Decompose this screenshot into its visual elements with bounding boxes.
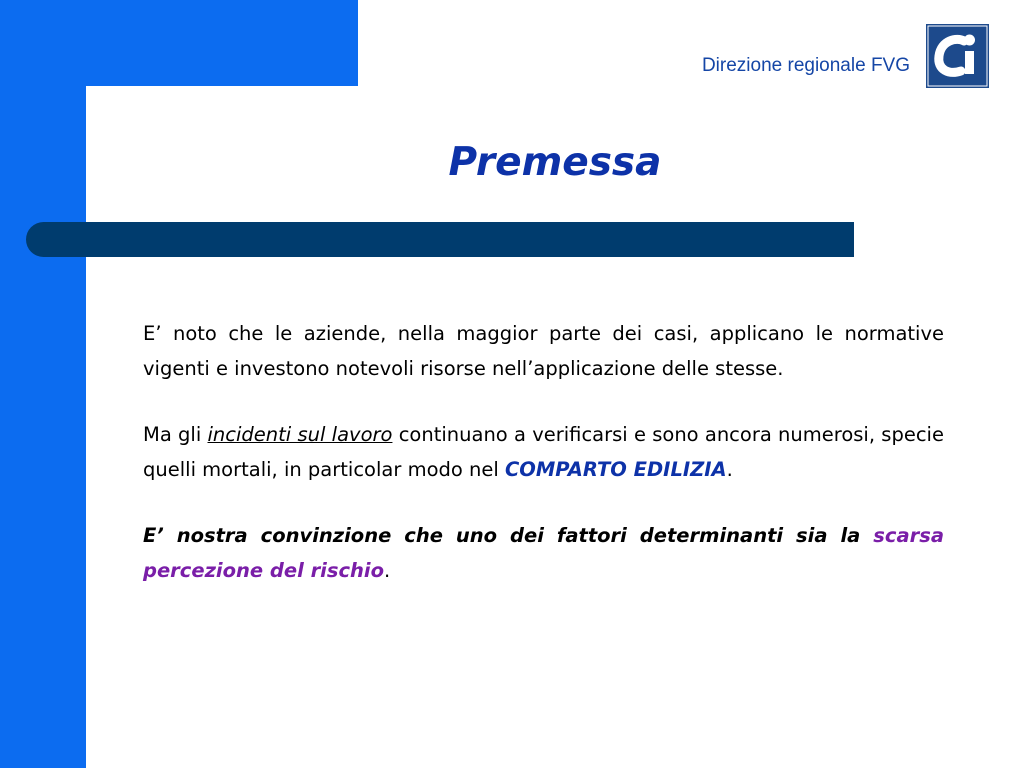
paragraph-accidents-middle: continuano a verificarsi e sono ancora numerosi, specie quelli mortali, in particolar modo nel	[143, 423, 944, 481]
title-underline-bar	[26, 222, 854, 257]
paragraph-intro: E’ noto che le aziende, nella maggior parte dei casi, applicano le normative vigenti e investono notevoli risorse nell’applicazione delle stesse.	[143, 322, 944, 380]
paragraph-conviction-end: .	[384, 559, 391, 582]
risk-perception-highlight: scarsa percezione del rischio	[143, 524, 944, 582]
top-frame-band	[0, 0, 358, 86]
organization-name: Direzione regionale FVG	[701, 55, 910, 76]
paragraph-accidents	[143, 417, 944, 487]
construction-sector-highlight: COMPARTO EDILIZIA	[504, 458, 727, 481]
paragraph-accidents-end: .	[726, 458, 733, 481]
logo	[926, 24, 989, 88]
slide-content	[143, 316, 944, 619]
paragraph-accidents-lead: Ma gli	[143, 423, 208, 446]
left-frame-band	[0, 0, 86, 768]
paragraph-conviction	[143, 518, 944, 588]
slide-title: Premessa	[448, 140, 662, 185]
accidents-highlight: incidenti sul lavoro	[207, 423, 393, 446]
paragraph-conviction-lead: E’ nostra convinzione che uno dei fattori determinanti sia la	[143, 524, 874, 547]
